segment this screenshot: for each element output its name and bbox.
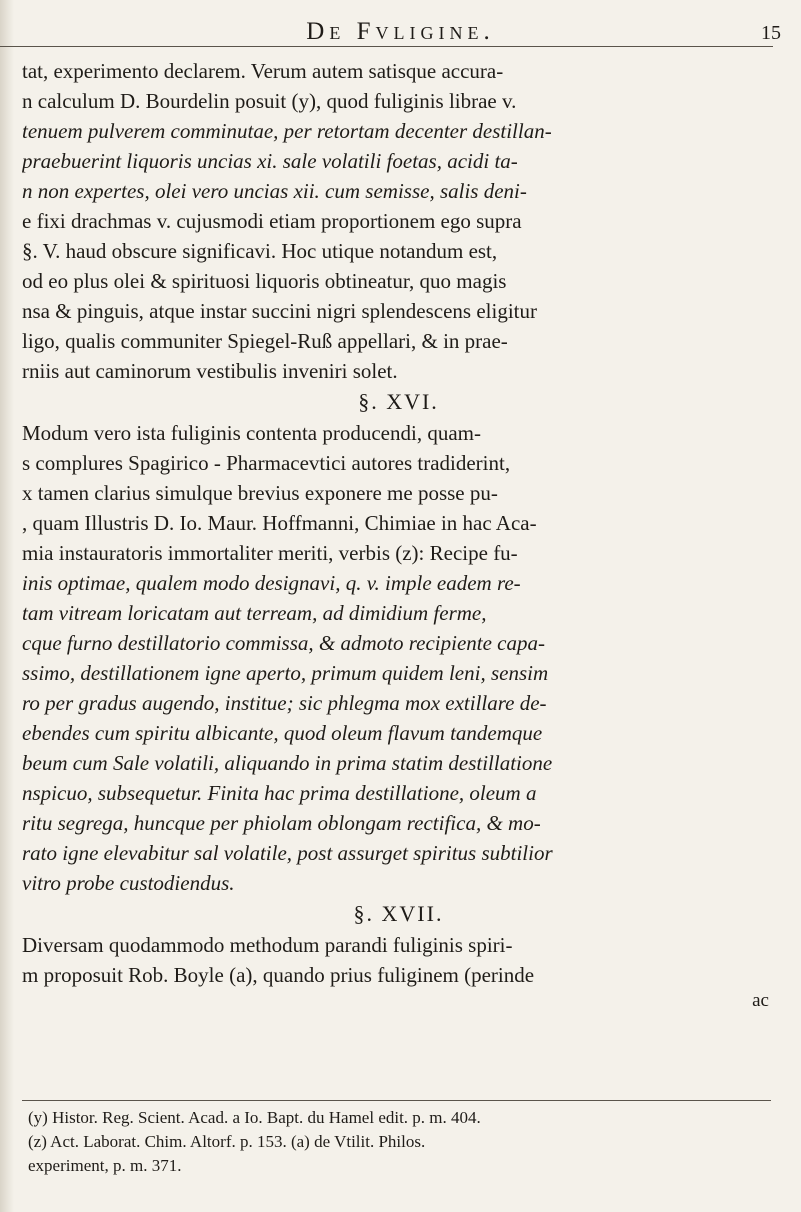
text-line: n non expertes, olei vero uncias xii. cum semisse, salis deni- xyxy=(22,179,527,203)
text-line: rato igne elevabitur sal volatile, post assurget spiritus subtilior xyxy=(22,841,553,865)
text-line: nspicuo, subsequetur. Finita hac prima destillatione, oleum a xyxy=(22,781,537,805)
section-heading: §. XVI. xyxy=(358,389,439,414)
footnote-rule xyxy=(22,1100,771,1101)
header-rule xyxy=(0,46,773,47)
footnote: (z) Act. Laborat. Chim. Altorf. p. 153. (a) de Vtilit. Philos. xyxy=(28,1132,426,1151)
footnotes xyxy=(28,1106,775,1178)
text-line: praebuerint liquoris uncias xi. sale volatili foetas, acidi ta- xyxy=(22,149,518,173)
text-line: cque furno destillatorio commissa, & admoto recipiente capa- xyxy=(22,631,545,655)
text-line: inis optimae, qualem modo designavi, q. v. imple eadem re- xyxy=(22,571,521,595)
text-line: tenuem pulverem comminutae, per retortam decenter destillan- xyxy=(22,119,552,143)
text-line: Modum vero ista fuliginis contenta producendi, quam- xyxy=(22,421,481,445)
page-number: 15 xyxy=(761,22,781,44)
text-line: rniis aut caminorum vestibulis inveniri solet. xyxy=(22,359,398,383)
text-line: s complures Spagirico - Pharmacevtici autores tradiderint, xyxy=(22,451,511,475)
text-line: n calculum D. Bourdelin posuit (y), quod fuliginis librae v. xyxy=(22,89,517,113)
text-line: §. V. haud obscure significavi. Hoc utique notandum est, xyxy=(22,239,498,263)
footnote: experiment, p. m. 371. xyxy=(28,1156,182,1175)
page-gutter-shadow xyxy=(0,0,14,1212)
text-line: mia instauratoris immortaliter meriti, verbis (z): Recipe fu- xyxy=(22,541,518,565)
running-head: De Fvligine. xyxy=(306,18,495,45)
text-line: , quam Illustris D. Io. Maur. Hoffmanni, Chimiae in hac Aca- xyxy=(22,511,537,535)
body-text xyxy=(22,56,775,1012)
text-line: od eo plus olei & spirituosi liquoris obtineatur, quo magis xyxy=(22,269,507,293)
text-line: tat, experimento declarem. Verum autem satisque accura- xyxy=(22,59,504,83)
text-line: x tamen clarius simulque brevius exponere me posse pu- xyxy=(22,481,498,505)
text-line: e fixi drachmas v. cujusmodi etiam proportionem ego supra xyxy=(22,209,522,233)
catchword: ac xyxy=(752,990,769,1011)
text-line: vitro probe custodiendus. xyxy=(22,871,235,895)
section-heading: §. XVII. xyxy=(353,901,444,926)
text-line: ssimo, destillationem igne aperto, primum quidem leni, sensim xyxy=(22,661,549,685)
text-line: tam vitream loricatam aut terream, ad dimidium ferme, xyxy=(22,601,487,625)
text-line: ro per gradus augendo, instituе; sic phlegma mox extillare de- xyxy=(22,691,547,715)
text-line: m proposuit Rob. Boyle (a), quando prius fuliginem (perinde xyxy=(22,963,535,987)
page-header xyxy=(0,8,801,54)
text-line: ritu segrega, huncque per phiolam oblongam rectifica, & mo- xyxy=(22,811,541,835)
footnote: (y) Histor. Reg. Scient. Acad. a Io. Bapt. du Hamel edit. p. m. 404. xyxy=(28,1108,481,1127)
text-line: nsa & pinguis, atque instar succini nigri splendescens eligitur xyxy=(22,299,537,323)
text-line: ligo, qualis communiter Spiegel-Ruß appellari, & in prae- xyxy=(22,329,508,353)
text-line: ebendes cum spiritu albicante, quod oleum flavum tandemque xyxy=(22,721,543,745)
text-line: beum cum Sale volatili, aliquando in prima statim destillatione xyxy=(22,751,553,775)
text-line: Diversam quodammodo methodum parandi fuliginis spiri- xyxy=(22,933,513,957)
